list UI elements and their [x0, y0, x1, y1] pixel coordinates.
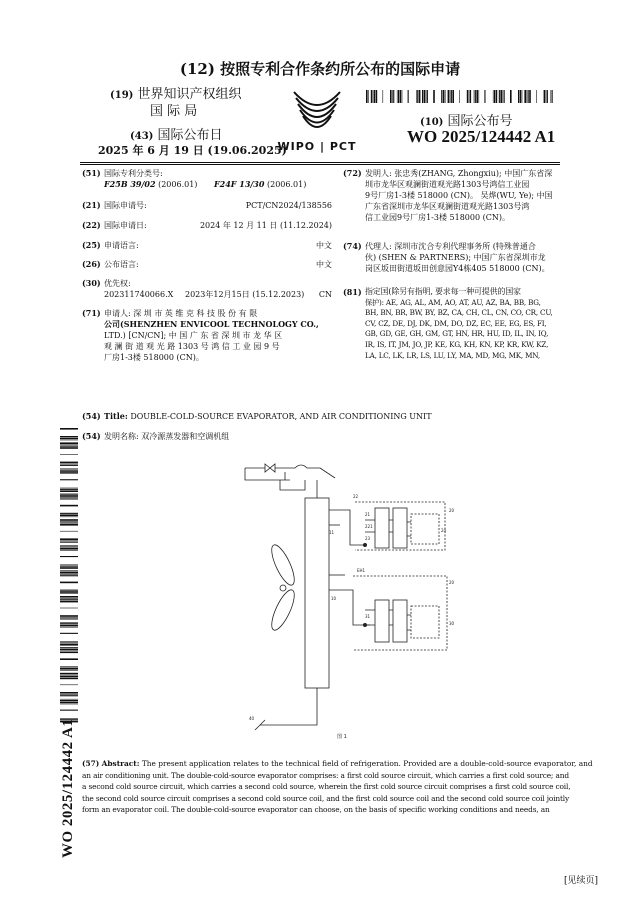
barcode-bar	[60, 652, 78, 653]
barcode-bar	[469, 90, 470, 103]
field-22-code: (22)	[82, 220, 101, 230]
barcode-bar	[408, 90, 409, 103]
wipo-emblem-icon	[282, 88, 352, 148]
barcode-bar	[417, 90, 418, 103]
figure-label: 11	[329, 530, 335, 535]
pipe-loop	[280, 480, 305, 490]
field-25-value: 中文	[316, 241, 332, 250]
evaporator-diagram	[225, 450, 470, 745]
field-81-line: 保护): AE, AG, AL, AM, AO, AT, AU, AZ, BA, BB, BG,	[365, 297, 541, 307]
barcode-bar	[60, 521, 78, 522]
field-81-line: LA, LC, LK, LR, LS, LU, LY, MA, MD, MG, MK, MN,	[365, 350, 540, 360]
title-zh-value: 双冷源蒸发器和空调机组	[141, 432, 230, 441]
field-30-country: CN	[318, 290, 332, 299]
field-71-line: 公司(SHENZHEN ENVICOOL TECHNOLOGY CO.,	[104, 319, 319, 329]
barcode-bar	[524, 90, 526, 103]
pubdate-label-text: 国际公布日	[157, 128, 223, 143]
org-bureau: 国 际 局	[150, 104, 198, 119]
barcode-bar	[422, 90, 423, 103]
barcode-bar	[390, 90, 392, 103]
figure-label: 20	[449, 580, 455, 585]
field-71-line: 厂房1-3楼 518000 (CN)。	[104, 353, 204, 362]
barcode-bar	[60, 505, 78, 507]
barcode-bar	[60, 517, 78, 518]
barcode-bar	[426, 90, 427, 103]
field-72-code: (72)	[343, 168, 362, 178]
barcode-bar	[60, 704, 78, 705]
figure-label: 20	[449, 508, 455, 513]
barcode-bar	[433, 90, 435, 103]
barcode-bar	[60, 446, 78, 447]
barcode-bar	[368, 90, 369, 103]
barcode-bar	[60, 438, 78, 440]
barcode-bar	[60, 464, 78, 465]
barcode-bar	[60, 633, 78, 634]
barcode-bar	[60, 566, 78, 567]
side-publication-number: WO 2025/124442 A1	[60, 718, 76, 858]
side-barcode-graphic	[60, 428, 78, 723]
fan-hub	[280, 585, 286, 591]
pipe-outlet	[260, 688, 317, 725]
barcode-bar	[60, 582, 78, 584]
field-21	[82, 200, 332, 211]
barcode-bar	[60, 519, 78, 521]
barcode-bar	[496, 90, 498, 103]
field-30-date: 2023年12月15日 (15.12.2023)	[185, 290, 305, 299]
barcode-bar	[60, 596, 78, 598]
barcode-bar	[552, 90, 553, 103]
barcode-bar	[494, 90, 495, 103]
header-divider-2	[80, 164, 560, 165]
barcode-bar	[60, 471, 78, 473]
figure-label: 22	[353, 494, 359, 499]
continued-note: [见续页]	[563, 876, 598, 886]
barcode-bar	[376, 90, 378, 103]
barcode-bar	[60, 694, 78, 695]
barcode-bar	[373, 90, 374, 103]
barcode-bar	[60, 575, 78, 576]
barcode-bar	[520, 90, 522, 103]
field-22	[82, 220, 332, 231]
barcode-bar	[493, 90, 494, 103]
barcode-bar	[60, 644, 78, 646]
barcode-bar	[60, 617, 78, 618]
header-divider	[80, 162, 560, 163]
barcode-graphic	[366, 90, 553, 103]
barcode-bar	[544, 90, 546, 103]
field-71-line: 观 澜 街 道 观 光 路 1303 号 鸿 信 工 业 园 9 号	[104, 342, 280, 351]
pubdate-value: 2025 年 6 月 19 日 (19.06.2025)	[98, 144, 287, 157]
field-30-label: 优先权:	[104, 279, 131, 288]
field-25-code: (25)	[82, 240, 101, 250]
field-72-line: 9号厂房1-3楼 518000 (CN)。 吴烨(WU, Ye); 中国	[365, 191, 553, 200]
barcode-bar	[459, 90, 460, 103]
barcode-bar	[60, 442, 78, 444]
barcode-bar	[60, 524, 78, 526]
lower-module-b	[393, 600, 407, 642]
field-72	[343, 168, 565, 223]
barcode-bar	[60, 479, 78, 480]
barcode	[366, 88, 553, 101]
barcode-bar	[60, 590, 78, 591]
barcode-bar	[60, 436, 78, 437]
field-30-code: (30)	[82, 278, 101, 288]
figure-label: EH1	[357, 568, 366, 573]
field-30-number: 202311740066.X	[104, 290, 174, 299]
figure-label: 23	[365, 536, 371, 541]
figure-label: 24	[441, 528, 447, 533]
field-51-year2: (2006.01)	[266, 180, 307, 189]
barcode-bar	[419, 90, 421, 103]
barcode-bar	[500, 90, 502, 103]
barcode-bar	[60, 598, 78, 599]
barcode-bar	[60, 673, 78, 675]
barcode-bar	[60, 622, 78, 623]
barcode-bar	[441, 90, 442, 103]
barcode-bar	[60, 497, 78, 498]
barcode-bar	[470, 90, 471, 103]
pipe-top-mid	[275, 465, 320, 468]
barcode-bar	[60, 514, 78, 516]
pubdate-code: (43)	[130, 131, 154, 142]
barcode-bar	[60, 445, 78, 446]
title-zh-code: (54)	[82, 431, 101, 441]
pubno-label-text: 国际公布号	[447, 114, 513, 129]
wipo-logo-text: WIPO | PCT	[277, 140, 357, 153]
pubno-code: (10)	[420, 117, 444, 128]
org-name-text: 世界知识产权组织	[137, 87, 242, 102]
upper-module-c	[411, 514, 439, 544]
barcode-bar	[60, 550, 78, 551]
barcode-bar	[60, 618, 78, 619]
barcode-bar	[60, 699, 78, 700]
figure-label: 221	[365, 524, 373, 529]
barcode-bar	[392, 90, 393, 103]
barcode-bar	[60, 542, 78, 543]
barcode-bar	[60, 473, 78, 474]
barcode-bar	[60, 642, 78, 643]
barcode-bar	[60, 565, 78, 566]
fan-blade-upper	[267, 542, 298, 588]
barcode-bar	[499, 90, 500, 103]
barcode-bar	[60, 649, 78, 651]
abstract-line: form an evaporator coil. The double-cold-source evaporator can choose, on the basis of specific working conditions and needs, an	[82, 805, 550, 814]
lower-module-c	[411, 606, 439, 638]
barcode-bar	[402, 90, 403, 103]
field-51	[82, 168, 332, 190]
barcode-bar	[503, 90, 504, 103]
field-51-year1: (2006.01)	[158, 180, 198, 189]
barcode-bar	[443, 90, 445, 103]
barcode-bar	[60, 572, 78, 574]
barcode-bar	[551, 90, 552, 103]
field-21-value: PCT/CN2024/138556	[245, 201, 332, 210]
barcode-bar	[510, 90, 512, 103]
barcode-bar	[424, 90, 426, 103]
barcode-bar	[527, 90, 528, 103]
barcode-bar	[397, 90, 398, 103]
title-zh-label: 发明名称:	[104, 432, 139, 441]
barcode-bar	[60, 591, 78, 593]
org-code: (19)	[110, 90, 134, 101]
upper-module-a	[375, 508, 389, 548]
barcode-bar	[60, 601, 78, 603]
field-81-line: 指定国(除另有指明, 要求每一种可提供的国家	[365, 287, 521, 296]
figure-label: 31	[365, 614, 371, 619]
barcode-bar	[60, 488, 78, 489]
barcode-bar	[60, 454, 78, 455]
barcode-bar	[60, 570, 78, 571]
field-81-line: BH, BN, BR, BW, BY, BZ, CA, CH, CL, CN, CO, CR, CU,	[365, 308, 553, 318]
barcode-bar	[528, 90, 529, 103]
field-74-code: (74)	[343, 241, 362, 251]
barcode-bar	[467, 90, 469, 103]
field-30	[82, 278, 332, 300]
barcode-bar	[60, 702, 78, 704]
upper-module-b	[393, 508, 407, 548]
barcode-bar	[448, 90, 450, 103]
figure-label: 40	[249, 716, 255, 721]
barcode-bar	[416, 90, 417, 103]
field-71	[82, 308, 332, 363]
field-72-line: 圳市龙华区观澜街道观光路1303号鸿信工业园	[365, 180, 530, 189]
field-21-code: (21)	[82, 200, 101, 210]
field-21-label: 国际申请号:	[104, 201, 147, 210]
barcode-bar	[60, 641, 78, 642]
barcode-bar	[60, 428, 78, 430]
barcode-bar	[60, 541, 78, 542]
field-81	[343, 287, 565, 361]
barcode-bar	[60, 608, 78, 609]
barcode-bar	[374, 90, 375, 103]
barcode-bar	[60, 470, 78, 471]
barcode-bar	[400, 90, 402, 103]
barcode-bar	[60, 494, 78, 495]
field-81-line: IR, IS, IT, JM, JO, JP, KE, KG, KH, KN, KP, KR, KW, KZ,	[365, 339, 549, 349]
title-zh	[82, 431, 562, 442]
barcode-bar	[393, 90, 394, 103]
barcode-bar	[60, 675, 78, 676]
figure-label: 21	[365, 512, 371, 517]
barcode-bar	[547, 90, 548, 103]
barcode-bar	[60, 623, 78, 624]
barcode-bar	[60, 593, 78, 594]
barcode-bar	[60, 625, 78, 627]
title-en-code: (54)	[82, 411, 101, 421]
barcode-bar	[60, 498, 78, 499]
figure-caption: 图 1	[337, 734, 347, 740]
patent-figure	[225, 450, 470, 745]
barcode-bar	[60, 440, 78, 441]
barcode-bar	[60, 513, 78, 514]
evaporator-coil	[305, 498, 329, 688]
abstract-line: the second cold source circuit comprises a second cold source coil, and the first cold source coil and the second cold source coil jointly	[82, 793, 570, 803]
title-en-label: Title:	[104, 411, 128, 421]
title-en	[82, 411, 562, 422]
field-51-class2: F24F 13/30	[213, 179, 265, 189]
abstract-line: a second cold source circuit, which carries a second cold source, wherein the first cold source circuit comprises a first cold source coil,	[82, 782, 571, 791]
barcode-bar	[450, 90, 451, 103]
barcode-bar	[479, 90, 480, 103]
valve-icon	[265, 464, 275, 472]
barcode-bar	[371, 90, 373, 103]
field-72-line: 信工业园9号厂房1-3楼 518000 (CN)。	[365, 213, 510, 222]
barcode-bar	[60, 710, 78, 711]
field-74-line: 伙) (SHEN & PARTNERS); 中国广东省深圳市龙	[365, 253, 546, 262]
barcode-bar	[484, 90, 485, 103]
field-51-code: (51)	[82, 168, 101, 178]
figure-label: 30	[449, 621, 455, 626]
barcode-bar	[60, 531, 78, 532]
barcode-bar	[452, 90, 454, 103]
pubno-value: WO 2025/124442 A1	[407, 127, 556, 146]
barcode-bar	[518, 90, 519, 103]
barcode-bar	[60, 469, 78, 470]
barcode-bar	[60, 676, 78, 677]
field-72-line: 广东省深圳市龙华区观澜街道观光路1303号鸿	[365, 202, 530, 211]
barcode-bar	[60, 546, 78, 547]
field-71-code: (71)	[82, 308, 101, 318]
document-title: (12) 按照专利合作条约所公布的国际申请	[179, 60, 461, 78]
fan-blade-lower	[267, 587, 298, 633]
field-22-value: 2024 年 12 月 11 日 (11.12.2024)	[199, 221, 332, 230]
abstract-label: Abstract:	[101, 759, 140, 768]
barcode-bar	[504, 90, 505, 103]
abstract-line: an air conditioning unit. The double-cold-source evaporator comprises: a first cold source circuit, which carries a first cold source; and	[82, 770, 569, 780]
lower-module-frame	[353, 576, 447, 650]
field-51-label: 国际专利分类号:	[104, 169, 163, 178]
barcode-bar	[366, 90, 368, 103]
barcode-bar	[60, 685, 78, 686]
barcode-bar	[60, 447, 78, 449]
barcode-bar	[60, 490, 78, 492]
barcode-bar	[451, 90, 452, 103]
field-81-line: GB, GD, GE, GH, GM, GT, HN, HR, HU, ID, IL, IN, IQ,	[365, 329, 549, 339]
field-81-line: CV, CZ, DE, DJ, DK, DM, DO, DZ, EC, EE, EG, ES, FI,	[365, 318, 547, 328]
barcode-bar	[60, 522, 78, 523]
barcode-bar	[60, 489, 78, 490]
barcode-bar	[60, 658, 78, 660]
field-74	[343, 241, 565, 274]
barcode-bar	[60, 627, 78, 628]
field-72-line: 发明人: 张忠秀(ZHANG, Zhongxiu); 中国广东省深	[365, 169, 553, 178]
barcode-bar	[546, 90, 547, 103]
barcode-bar	[60, 548, 78, 550]
field-25	[82, 240, 332, 251]
pubdate-label	[130, 124, 223, 143]
barcode-bar	[536, 90, 537, 103]
barcode-bar	[60, 668, 78, 670]
barcode-bar	[383, 90, 384, 103]
barcode-bar	[60, 700, 78, 701]
field-26-label: 公布语言:	[104, 260, 139, 269]
valve-stem	[280, 472, 290, 480]
field-26-code: (26)	[82, 259, 101, 269]
barcode-bar	[427, 90, 428, 103]
barcode-bar	[60, 651, 78, 652]
barcode-bar	[60, 678, 78, 680]
barcode-bar	[60, 695, 78, 696]
barcode-bar	[60, 692, 78, 694]
barcode-bar	[60, 670, 78, 671]
field-22-label: 国际申请日:	[104, 221, 147, 230]
field-74-line: 代理人: 深圳市沈合专利代理事务所 (特殊普通合	[365, 242, 536, 251]
barcode-bar	[445, 90, 446, 103]
abstract-line: The present application relates to the technical field of refrigeration. Provided are a double-cold-source evaporator, and	[141, 759, 593, 768]
pipe-upper-link	[329, 510, 365, 545]
title-en-value: DOUBLE-COLD-SOURCE EVAPORATOR, AND AIR CONDITIONING UNIT	[130, 412, 432, 421]
lower-module-a	[375, 600, 389, 642]
barcode-bar	[60, 556, 78, 557]
barcode-bar	[60, 495, 78, 497]
field-81-code: (81)	[343, 287, 362, 297]
barcode-bar	[60, 647, 78, 648]
barcode-bar	[60, 567, 78, 569]
barcode-bar	[60, 465, 78, 466]
field-71-line: LTD.) [CN/CN]; 中 国 广 东 省 深 圳 市 龙 华 区	[104, 331, 283, 340]
pipe-top-right	[320, 468, 335, 478]
field-51-class1: F25B 39/02	[104, 179, 156, 189]
field-74-line: 岗区坂田街道坂田创意园Y4栋405 518000 (CN)。	[365, 264, 550, 273]
wipo-logo	[277, 88, 357, 153]
barcode-bar	[60, 666, 78, 667]
abstract-code: (57)	[82, 759, 100, 768]
field-25-label: 申请语言:	[104, 241, 139, 250]
barcode-bar	[398, 90, 399, 103]
figure-label: 10	[331, 596, 337, 601]
barcode-bar	[529, 90, 531, 103]
barcode-bar	[60, 545, 78, 546]
barcode-bar	[60, 599, 78, 600]
field-26-value: 中文	[316, 260, 332, 269]
barcode-bar	[60, 538, 78, 540]
barcode-bar	[60, 615, 78, 617]
barcode-bar	[475, 90, 476, 103]
barcode-bar	[60, 574, 78, 575]
field-26	[82, 259, 332, 270]
barcode-bar	[60, 462, 78, 464]
barcode-bar	[474, 90, 475, 103]
field-71-line: 申请人: 深 圳 市 英 维 克 科 技 股 份 有 限	[104, 309, 258, 318]
barcode-bar	[522, 90, 523, 103]
barcode-bar	[476, 90, 478, 103]
abstract	[82, 758, 593, 816]
